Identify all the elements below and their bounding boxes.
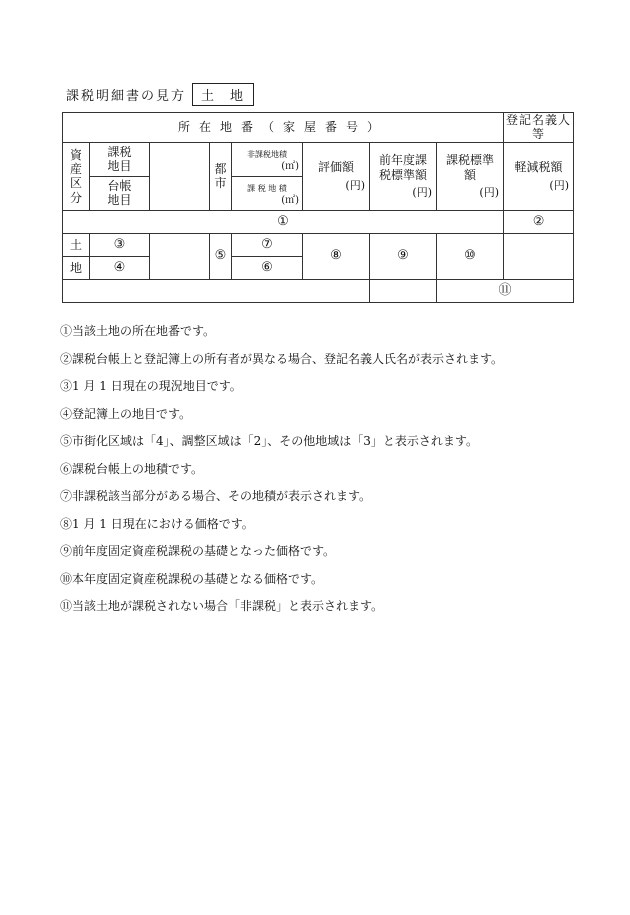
- note-item: ⑨前年度固定資産税課税の基礎となった価格です。: [60, 544, 336, 558]
- asset-category-header: 資 産 区 分: [63, 142, 90, 210]
- footer-blank-cell-2: [370, 279, 437, 302]
- blank-header-cell: [150, 142, 210, 210]
- note-item: ③1 月 1 日現在の現況地目です。: [60, 379, 242, 393]
- taxable-area-header: 課 税 地 積 (㎡): [232, 176, 303, 210]
- note-item: ①当該土地の所在地番です。: [60, 324, 216, 338]
- note-item: ⑩本年度固定資産税課税の基礎となる価格です。: [60, 571, 324, 586]
- address-header: 所在地番（家屋番号）: [63, 113, 504, 143]
- note-item: ④登記簿上の地目です。: [60, 406, 192, 421]
- register-land-category-header: 台帳 地目: [90, 176, 150, 210]
- title-text: 課税明細書の見方: [66, 89, 187, 104]
- marker-register-land-category: ④: [90, 256, 150, 279]
- title-box-left: 土: [201, 89, 215, 104]
- notes-list: [60, 318, 620, 621]
- note-item: ⑧1 月 1 日現在における価格です。: [60, 516, 254, 531]
- land-row-upper: [63, 233, 574, 256]
- registered-owner-header: 登記名義人等: [504, 113, 574, 143]
- tax-standard-header: 課税標準 額 (円): [437, 142, 504, 210]
- note-item: ⑤市街化区域は「4」、調整区域は「2」、その他地域は「3」と表示されます。: [60, 434, 478, 448]
- note-item: ⑦非課税該当部分がある場合、その地積が表示されます。: [60, 489, 372, 503]
- tax-land-category-header: 課税 地目: [90, 142, 150, 176]
- marker-non-taxable-area: ⑦: [232, 233, 303, 256]
- header-row-address: [63, 113, 574, 143]
- title-category-box: [192, 83, 254, 106]
- tax-statement-sample-table: [62, 112, 574, 303]
- note-item: ⑥課税台帳上の地積です。: [60, 461, 204, 476]
- marker-row-address: [63, 210, 574, 233]
- note-item: ②課税台帳上と登記簿上の所有者が異なる場合、登記名義人氏名が表示されます。: [60, 351, 504, 366]
- marker-address: ①: [63, 210, 504, 233]
- land-label-upper: 土: [63, 233, 90, 256]
- footer-blank-cell: [63, 279, 370, 302]
- marker-tax-standard: ⑩: [437, 233, 504, 279]
- marker-city-planning: ⑤: [210, 233, 232, 279]
- note-item: ⑪当該土地が課税されない場合「非課税」と表示されます。: [60, 599, 384, 613]
- prev-tax-standard-header: 前年度課 税標準額 (円): [370, 142, 437, 210]
- header-row-upper: [63, 142, 574, 176]
- document-title: [66, 83, 254, 106]
- reduced-tax-value-cell: [504, 233, 574, 279]
- marker-assessed-value: ⑧: [303, 233, 370, 279]
- reduced-tax-header: 軽減税額 (円): [504, 142, 574, 210]
- marker-non-taxable-flag: ⑪: [437, 279, 574, 302]
- marker-tax-land-category: ③: [90, 233, 150, 256]
- marker-owner: ②: [504, 210, 574, 233]
- marker-register-area: ⑥: [232, 256, 303, 279]
- footer-row: [63, 279, 574, 302]
- marker-prev-tax-standard: ⑨: [370, 233, 437, 279]
- non-taxable-area-header: 非課税地積 (㎡): [232, 142, 303, 176]
- land-label-lower: 地: [63, 256, 90, 279]
- assessed-value-header: 評価額 (円): [303, 142, 370, 210]
- blank-data-cell: [150, 233, 210, 279]
- title-box-right: 地: [230, 89, 244, 104]
- city-planning-header: 都 市: [210, 142, 232, 210]
